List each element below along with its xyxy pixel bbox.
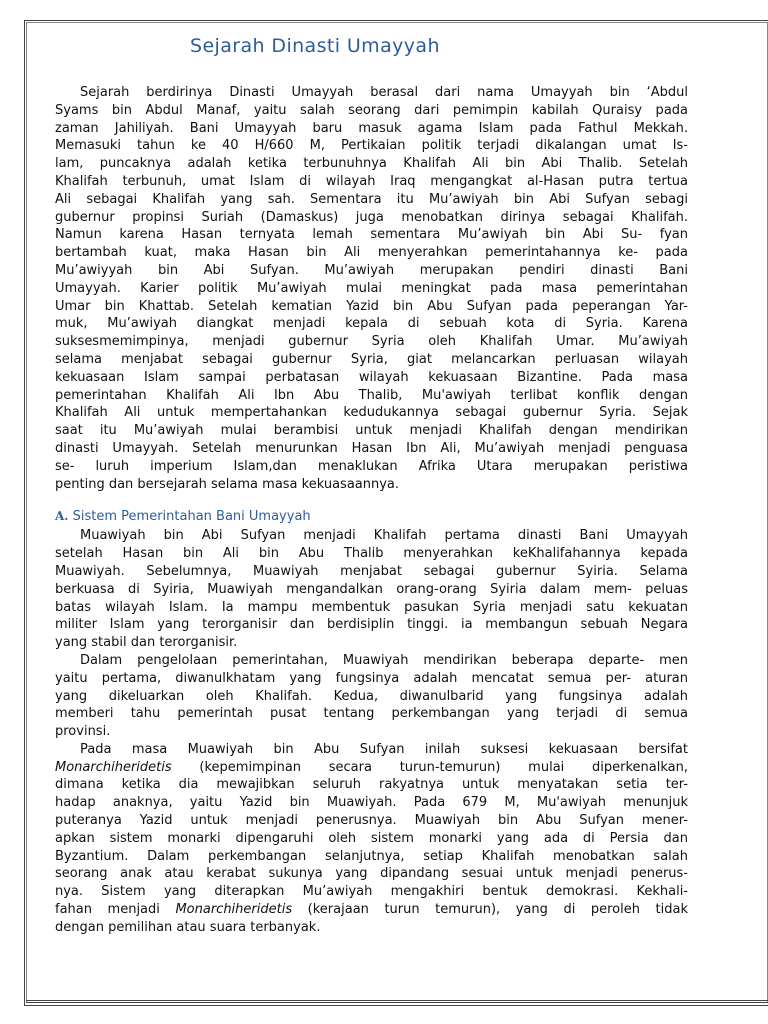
- text-line: saat itu Mu’awiyah mulai berambisi untuk menjadi Khalifah dengan mendirikan: [55, 423, 688, 439]
- text-line: dimana ketika dia mewajibkan seluruh rakyatnya untuk menyatakan setia ter-: [55, 777, 688, 793]
- intro-paragraph: [55, 84, 688, 493]
- text-line: Khalifah Ali untuk mempertahankan kedudukannya sebagai gubernur Syria. Sejak: [55, 405, 688, 421]
- italic-term: Monarchiheridetis: [175, 902, 293, 918]
- page-title: Sejarah Dinasti Umayyah: [190, 35, 440, 57]
- section-paragraph: [55, 527, 688, 652]
- text-line: provinsi.: [55, 724, 111, 740]
- text-line: Namun karena Hasan ternyata lemah sementara Mu’awiyah bin Abi Su- fyan: [55, 227, 688, 243]
- text-line: [55, 759, 688, 777]
- text-line: [55, 901, 688, 919]
- text-line: suksesmemimpinya, menjadi gubernur Syria oleh Khalifah Umar. Mu’awiyah: [55, 334, 688, 350]
- text-line: berkuasa di Syiria, Muawiyah mengandalkan orang-orang Syiria dalam mem- peluas: [55, 581, 688, 597]
- text-line: bertambah kuat, maka Hasan bin Ali menyerahkan pemerintahannya ke- pada: [55, 245, 688, 261]
- text-line: apkan sistem monarki dipengaruhi oleh sistem monarki yang ada di Persia dan: [55, 830, 688, 846]
- text-line: dengan pemilihan atau suara terbanyak.: [55, 919, 321, 935]
- text-line: yang stabil dan terorganisir.: [55, 635, 238, 651]
- text-line: Muawiyah bin Abi Sufyan menjadi Khalifah pertama dinasti Bani Umayyah: [80, 528, 688, 544]
- text-line: yaitu pertama, diwanulkhatam yang fungsinya adalah mencatat semua per- aturan: [55, 670, 688, 686]
- text-line: Umar bin Khattab. Setelah kematian Yazid bin Abu Sufyan pada peperangan Yar-: [55, 298, 688, 314]
- text-line: kekuasaan Islam sampai perbatasan wilayah kekuasaan Bizantine. Pada masa: [55, 369, 688, 385]
- text-line: setelah Hasan bin Ali bin Abu Thalib menyerahkan keKhalifahannya kepada: [55, 546, 688, 562]
- text-line: Sejarah berdirinya Dinasti Umayyah berasal dari nama Umayyah bin ‘Abdul: [80, 85, 688, 100]
- text-line: puteranya Yazid untuk menjadi penerusnya. Muawiyah bin Abu Sufyan mener-: [55, 813, 688, 829]
- text-line: Khalifah terbunuh, umat Islam di wilayah Iraq mengangkat al-Hasan putra tertua: [55, 173, 688, 189]
- text-line: Pada masa Muawiyah bin Abu Sufyan inilah suksesi kekuasaan bersifat: [80, 741, 688, 757]
- text-line: seorang anak atau kerabat sukunya yang dipandang sesuai untuk menjadi penerus-: [55, 866, 688, 882]
- section-paragraph: [55, 652, 688, 741]
- text-line: dinasti Umayyah. Setelah menurunkan Hasan Ibn Ali, Mu’awiyah menjadi penguasa: [55, 440, 688, 456]
- text-line: Ali sebagai Khalifah yang sah. Sementara itu Mu’awiyah bin Abi Sufyan sebagi: [55, 191, 688, 207]
- text-line: Umayyah. Karier politik Mu’awiyah mulai meningkat pada masa pemerintahan: [55, 280, 688, 296]
- text-line: Byzantium. Dalam perkembangan selanjutnya, setiap Khalifah menobatkan salah: [55, 848, 688, 864]
- text-line: se- luruh imperium Islam,dan menaklukan Afrika Utara merupakan peristiwa: [55, 458, 688, 474]
- section-title: Sistem Pemerintahan Bani Umayyah: [72, 509, 311, 525]
- text-line: lam, puncaknya adalah ketika terbunuhnya Khalifah Ali bin Abi Thalib. Setelah: [55, 156, 688, 172]
- text-line: yang dikeluarkan oleh Khalifah. Kedua, diwanulbarid yang fungsinya adalah: [55, 688, 688, 704]
- text-fragment: (kerajaan turun temurun), yang di peroleh tidak: [292, 902, 688, 918]
- text-line: nya. Sistem yang diterapkan Mu’awiyah mengakhiri bentuk demokrasi. Kekhali-: [55, 884, 688, 900]
- text-line: penting dan bersejarah selama masa kekuasaannya.: [55, 476, 400, 492]
- text-line: muk, Mu’awiyah diangkat menjadi kepala di sebuah kota di Syria. Karena: [55, 316, 688, 332]
- text-line: Dalam pengelolaan pemerintahan, Muawiyah mendirikan beberapa departe- men: [80, 652, 688, 668]
- text-line: zaman Jahiliyah. Bani Umayyah baru masuk agama Islam pada Fathul Mekkah.: [55, 120, 688, 136]
- bottom-rule: [26, 1000, 768, 1003]
- document-body: [55, 84, 688, 937]
- text-fragment: (kepemimpinan secara turun-temurun) mulai diperkenalkan,: [171, 759, 688, 775]
- text-line: pemerintahan Khalifah Ali Ibn Abu Thalib, Mu'awiyah terlibat konflik dengan: [55, 387, 688, 403]
- text-fragment: fahan menjadi: [55, 902, 176, 918]
- text-line: militer Islam yang terorganisir dan berdisiplin tinggi. ia membangun sebuah Negara: [55, 617, 688, 633]
- text-line: memberi tahu pemerintah pusat tentang perkembangan yang terjadi di semua: [55, 706, 688, 722]
- section-paragraph: [55, 741, 688, 937]
- text-line: hadap anaknya, yaitu Yazid bin Muawiyah. Pada 679 M, Mu'awiyah menunjuk: [55, 795, 688, 811]
- italic-term: Monarchiheridetis: [55, 759, 172, 775]
- text-line: Memasuki tahun ke 40 H/660 M, Pertikaian politik terjadi dikalangan umat Is-: [55, 138, 688, 154]
- text-line: selama menjabat sebagai gubernur Syria, giat melancarkan perluasan wilayah: [55, 351, 688, 367]
- text-line: gubernur propinsi Suriah (Damaskus) juga menobatkan dirinya sebagai Khalifah.: [55, 209, 688, 225]
- text-line: Muawiyah. Sebelumnya, Muawiyah menjabat sebagai gubernur Syiria. Selama: [55, 563, 688, 579]
- text-line: batas wilayah Islam. Ia mampu membentuk pasukan Syria menjadi satu kekuatan: [55, 599, 688, 615]
- section-number: A.: [55, 509, 69, 524]
- text-line: Syams bin Abdul Manaf, yaitu salah seorang dari pemimpin kabilah Quraisy pada: [55, 102, 688, 118]
- text-line: Mu’awiyyah bin Abi Sufyan. Mu’awiyah merupakan pendiri dinasti Bani: [55, 262, 688, 278]
- section-heading: [55, 508, 688, 527]
